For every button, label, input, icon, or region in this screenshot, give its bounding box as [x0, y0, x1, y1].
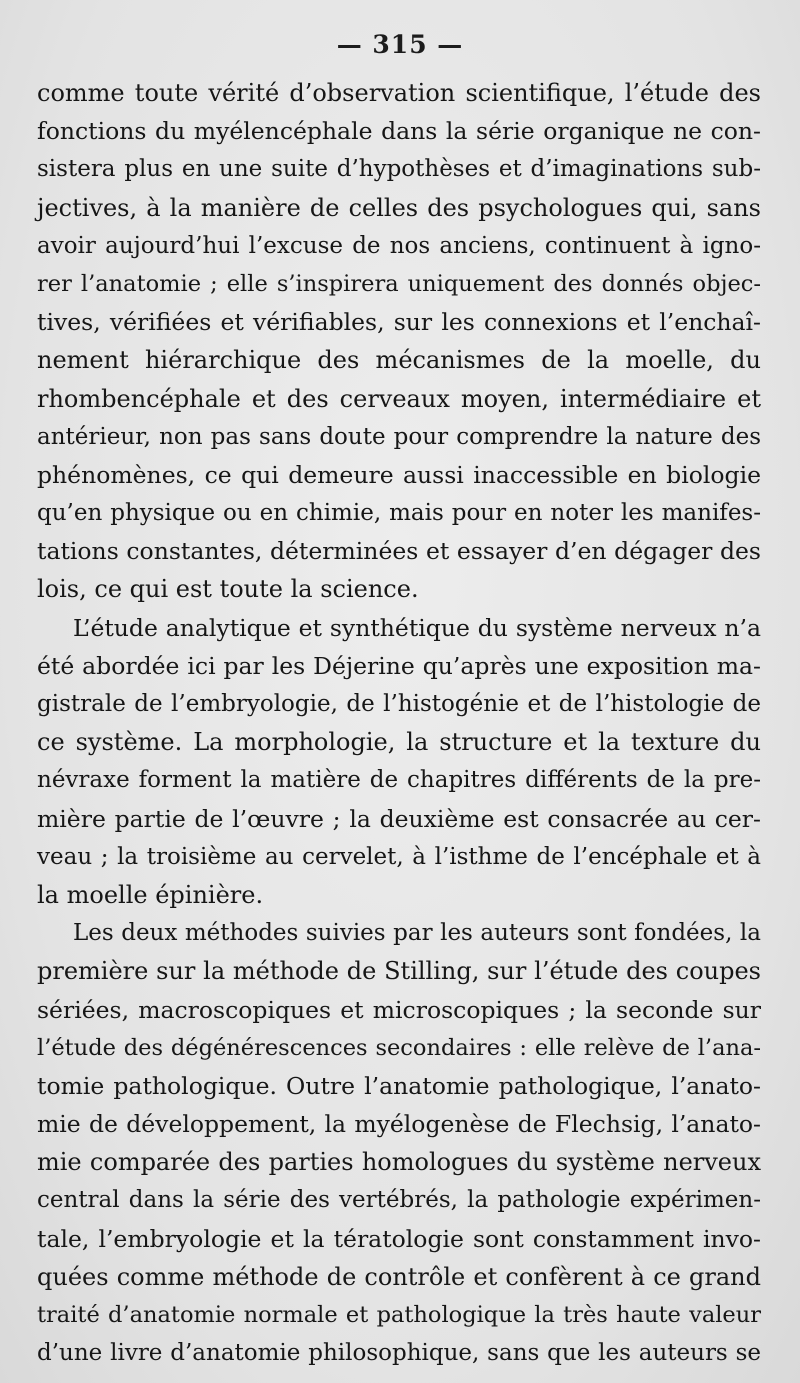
- paragraph: [37, 74, 761, 609]
- text-line: Les deux méthodes suivies par les auteurs sont fondées, la: [73, 920, 761, 947]
- page-number: — 315 —: [336, 30, 464, 59]
- text-line: veau ; la troisième au cervelet, à l’isthme de l’encéphale et à: [37, 843, 761, 870]
- text-line: ce système. La morphologie, la structure et la texture du: [37, 728, 761, 757]
- text-line: sistera plus en une suite d’hypothèses et d’imaginations sub-: [37, 156, 761, 183]
- text-line: tale, l’embryologie et la tératologie sont constamment invo-: [37, 1224, 761, 1253]
- text-line: rer l’anatomie ; elle s’inspirera uniquement des donnés objec-: [37, 270, 761, 297]
- paragraph: [37, 609, 761, 915]
- text-line: avoir aujourd’hui l’excuse de nos anciens, continuent à igno-: [37, 232, 761, 259]
- text-line: nement hiérarchique des mécanismes de la moelle, du: [37, 346, 761, 375]
- text-line: tomie pathologique. Outre l’anatomie pathologique, l’anato-: [37, 1071, 761, 1100]
- text-line: qu’en physique ou en chimie, mais pour en noter les manifes-: [37, 500, 761, 527]
- text-line: L’étude analytique et synthétique du système nerveux n’a: [73, 613, 761, 642]
- paragraph: [37, 914, 761, 1372]
- text-line: sériées, macroscopiques et microscopiques ; la seconde sur: [37, 995, 761, 1024]
- text-line: quées comme méthode de contrôle et confèrent à ce grand: [37, 1262, 761, 1291]
- text-line: l’étude des dégénérescences secondaires : elle relève de l’ana-: [37, 1034, 761, 1061]
- text-line: la moelle épinière.: [37, 880, 264, 909]
- text-line: tives, vérifiées et vérifiables, sur les connexions et l’enchaî-: [37, 308, 761, 337]
- text-line: lois, ce qui est toute la science.: [37, 575, 419, 604]
- text-line: mière partie de l’œuvre ; la deuxième est consacrée au cer-: [37, 804, 761, 833]
- text-line: antérieur, non pas sans doute pour comprendre la nature des: [37, 423, 761, 450]
- text-line: traité d’anatomie normale et pathologique la très haute valeur: [37, 1302, 761, 1328]
- text-line: névraxe forment la matière de chapitres différents de la pre-: [37, 767, 761, 794]
- text-line: mie comparée des parties homologues du système nerveux: [37, 1148, 761, 1177]
- text-line: mie de développement, la myélogenèse de Flechsig, l’anato-: [37, 1110, 761, 1139]
- text-line: rhombencéphale et des cerveaux moyen, intermédiaire et: [37, 384, 761, 413]
- text-line: été abordée ici par les Déjerine qu’après une exposition ma-: [37, 651, 761, 680]
- text-line: gistrale de l’embryologie, de l’histogénie et de l’histologie de: [37, 691, 761, 717]
- body-text: [37, 74, 761, 1372]
- text-line: comme toute vérité d’observation scientifique, l’étude des: [37, 79, 761, 107]
- text-line: phénomènes, ce qui demeure aussi inaccessible en biologie: [37, 460, 761, 489]
- text-line: central dans la série des vertébrés, la pathologie expérimen-: [37, 1187, 761, 1214]
- text-line: d’une livre d’anatomie philosophique, sans que les auteurs se: [37, 1340, 761, 1367]
- text-line: jectives, à la manière de celles des psychologues qui, sans: [37, 193, 761, 222]
- text-line: fonctions du myélencéphale dans la série organique ne con-: [37, 117, 761, 146]
- text-line: première sur la méthode de Stilling, sur l’étude des coupes: [37, 957, 761, 986]
- text-line: tations constantes, déterminées et essayer d’en dégager des: [37, 537, 761, 566]
